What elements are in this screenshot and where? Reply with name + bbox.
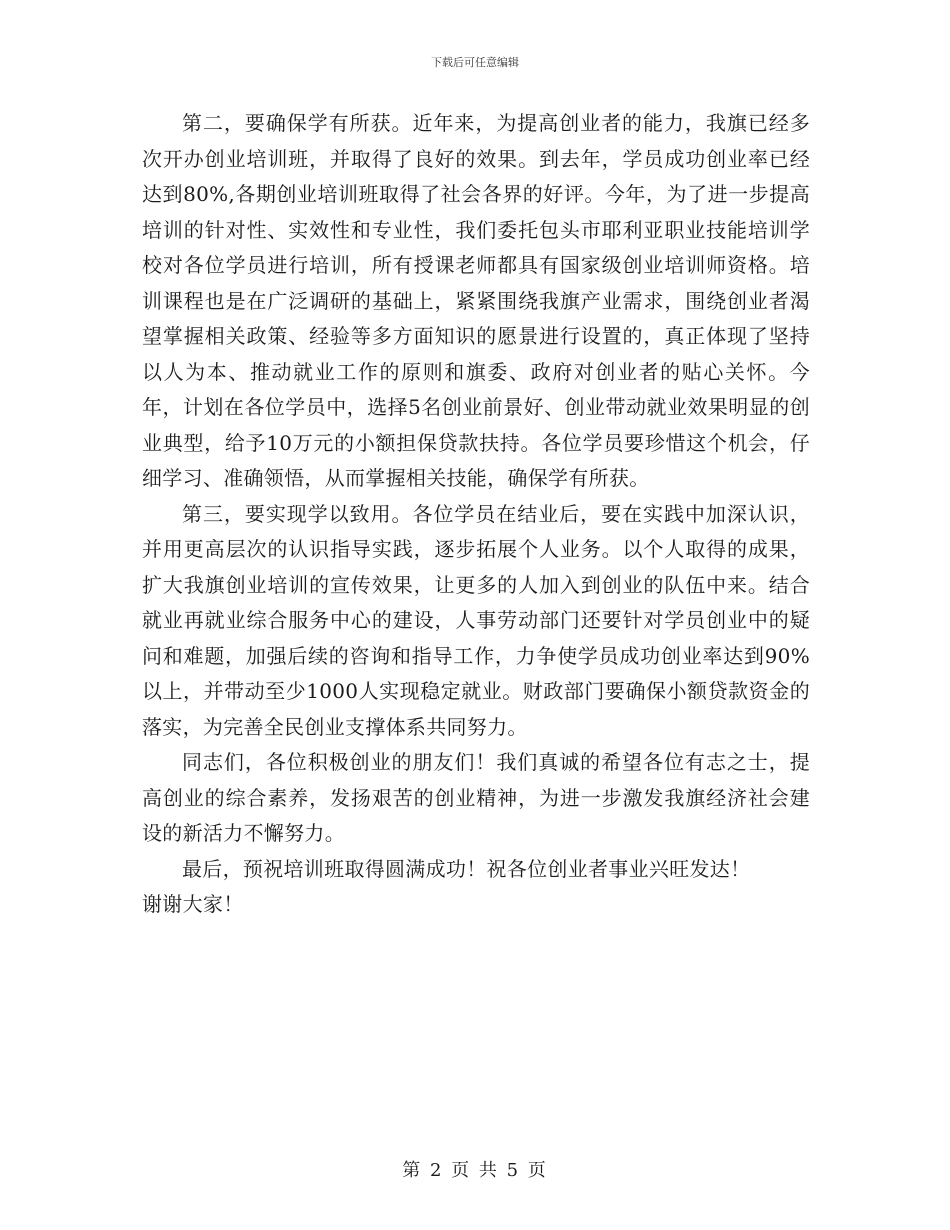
paragraph-appeal: 同志们，各位积极创业的朋友们！我们真诚的希望各位有志之士，提高创业的综合素养，发扬艰苦的创业精神，为进一步激发我旗经济社会建设的新活力不懈努力。 <box>142 750 810 845</box>
paragraph-closing-wishes: 最后，预祝培训班取得圆满成功！祝各位创业者事业兴旺发达！ <box>182 856 751 881</box>
page-number-footer: 第 2 页 共 5 页 <box>402 1160 548 1181</box>
paragraph-second-point: 第二，要确保学有所获。近年来，为提高创业者的能力，我旗已经多次开办创业培训班，并取得了良好的效果。到去年，学员成功创业率已经达到80%,各期创业培训班取得了社会各界的好评。今年，为了进一步提高培训的针对性、实效性和专业性，我们委托包头市耶利亚职业技能培训学校对各位学员进行培训，所有授课老师都具有国家级创业培训师资格。培训课程也是在广泛调研的基础上，紧紧围绕我旗产业需求，围绕创业者渴望掌握相关政策、经验等多方面知识的愿景进行设置的，真正体现了坚持以人为本、推动就业工作的原则和旗委、政府对创业者的贴心关怀。今年，计划在各位学员中，选择5名创业前景好、创业带动就业效果明显的创业典型，给予10万元的小额担保贷款扶持。各位学员要珍惜这个机会，仔细学习、准确领悟，从而掌握相关技能，确保学有所获。 <box>142 111 810 490</box>
page-header: 下载后可任意编辑 <box>431 56 519 69</box>
document-body <box>142 106 810 923</box>
paragraph-thanks: 谢谢大家！ <box>142 892 244 916</box>
paragraph-third-point: 第三，要实现学以致用。各位学员在结业后，要在实践中加深认识，并用更高层次的认识指导实践，逐步拓展个人业务。以个人取得的成果，扩大我旗创业培训的宣传效果，让更多的人加入到创业的队伍中来。结合就业再就业综合服务中心的建设，人事劳动部门还要针对学员创业中的疑问和难题，加强后续的咨询和指导工作，力争使学员成功创业率达到90%以上，并带动至少1000人实现稳定就业。财政部门要确保小额贷款资金的落实，为完善全民创业支撑体系共同努力。 <box>142 501 810 739</box>
